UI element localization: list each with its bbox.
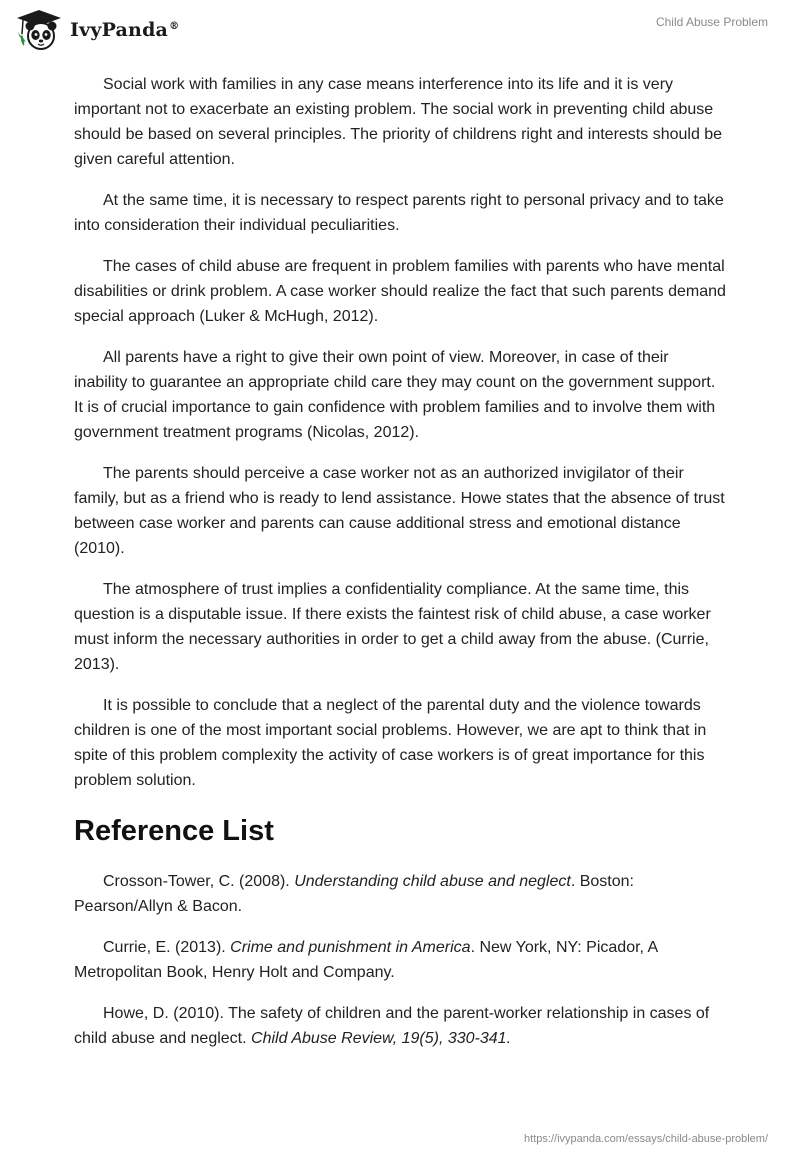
reference-title-1: Understanding child abuse and neglect — [294, 873, 571, 890]
reference-title-2: Crime and punishment in America — [230, 939, 471, 956]
essay-paragraph-3: The cases of child abuse are frequent in problem families with parents who have mental disabilities or drink problem. A case worker should realize the fact that such parents demand special approach (Luker & McHugh, 2012). — [74, 258, 726, 325]
reference-item-3: Howe, D. (2010). The safety of children and the parent-worker relationship in cases of child abuse and neglect. Child Abuse Review, 19(5), 330-341. — [74, 1005, 710, 1047]
essay-content — [74, 72, 726, 1067]
page-header — [0, 0, 800, 60]
essay-paragraph-7: It is possible to conclude that a neglect of the parental duty and the violence towards children is one of the most important social problems. However, we are apt to think that in spite of this problem complexity the activity of case workers is of great importance for this problem solution. — [74, 697, 707, 789]
essay-paragraph-2: At the same time, it is necessary to respect parents right to personal privacy and to take into consideration their individual peculiarities. — [74, 192, 724, 234]
essay-paragraph-5: The parents should perceive a case worker not as an authorized invigilator of their family, but as a friend who is ready to lend assistance. Howe states that the absence of trust between case worker and parents can cause additional stress and emotional distance (2010). — [74, 465, 725, 557]
essay-paragraph-6: The atmosphere of trust implies a confidentiality compliance. At the same time, this question is a disputable issue. If there exists the faintest risk of child abuse, a case worker must inform the necessary authorities in order to get a child away from the abuse. (Currie, 2013). — [74, 581, 711, 673]
reference-item-2: Currie, E. (2013). Crime and punishment in America. New York, NY: Picador, A Metropolitan Book, Henry Holt and Company. — [74, 939, 658, 981]
reference-title-3: Child Abuse Review, 19(5), 330-341. — [251, 1030, 512, 1047]
registered-mark: ® — [169, 20, 180, 32]
essay-paragraph-4: All parents have a right to give their own point of view. Moreover, in case of their inability to guarantee an appropriate child care they may count on the government support. It is of crucial importance to gain confidence with problem families and to involve them with government treatment programs (Nicolas, 2012). — [74, 349, 716, 441]
ivypanda-logo[interactable] — [14, 8, 179, 52]
reference-list-heading: Reference List — [74, 815, 274, 847]
brand-name: IvyPanda® — [70, 19, 180, 41]
panda-graduate-icon — [14, 8, 64, 52]
source-url[interactable]: https://ivypanda.com/essays/child-abuse-problem/ — [524, 1133, 768, 1145]
essay-paragraph-1: Social work with families in any case means interference into its life and it is very important not to exacerbate an existing problem. The social work in preventing child abuse should be based on several principles. The priority of childrens right and interests should be given careful attention. — [74, 76, 723, 168]
document-title: Child Abuse Problem — [655, 15, 768, 29]
reference-item-1: Crosson-Tower, C. (2008). Understanding child abuse and neglect. Boston: Pearson/Allyn & Bacon. — [74, 873, 634, 915]
